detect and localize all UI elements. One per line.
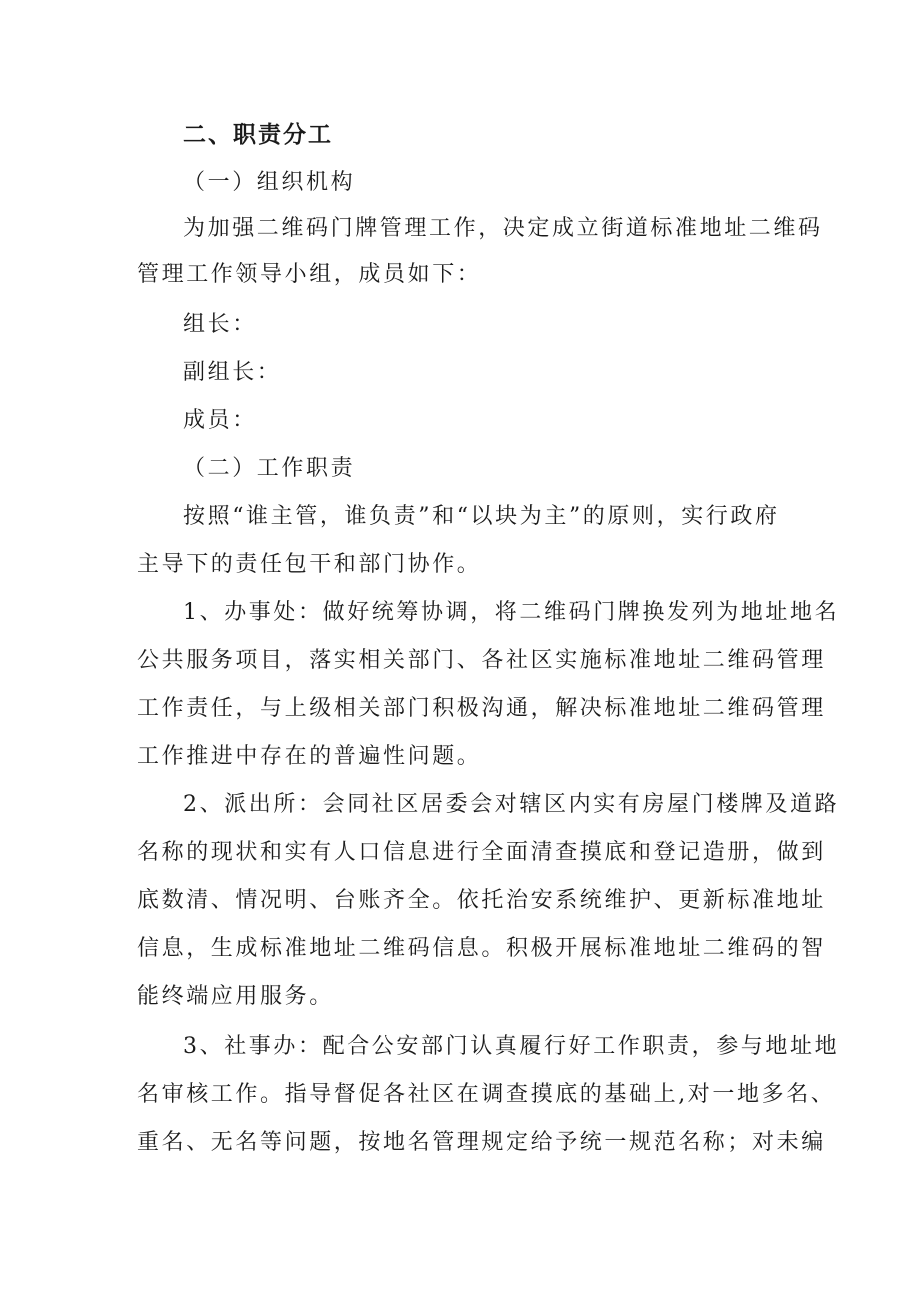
member-deputy-label: 副组长： bbox=[183, 360, 282, 385]
section-title: 二、职责分工 bbox=[183, 122, 333, 148]
paragraph-line: 2、派出所：会同社区居委会对辖区内实有房屋门楼牌及道路 bbox=[183, 792, 840, 817]
paragraph-line: 公共服务项目，落实相关部门、各社区实施标准地址二维码管理 bbox=[137, 648, 826, 673]
paragraph-line: 工作推进中存在的普遍性问题。 bbox=[137, 744, 482, 769]
paragraph-line: 3、社事办：配合公安部门认真履行好工作职责，参与地址地 bbox=[183, 1034, 840, 1059]
paragraph-line: 信息，生成标准地址二维码信息。积极开展标准地址二维码的智 bbox=[137, 936, 826, 961]
member-leader-label: 组长： bbox=[183, 312, 257, 337]
paragraph-line: 名称的现状和实有人口信息进行全面清查摸底和登记造册，做到 bbox=[137, 840, 826, 865]
paragraph-line: 主导下的责任包干和部门协作。 bbox=[137, 552, 482, 577]
paragraph-line: 重名、无名等问题，按地名管理规定给予统一规范名称；对未编 bbox=[137, 1130, 826, 1155]
paragraph-line: 为加强二维码门牌管理工作，决定成立街道标准地址二维码 bbox=[183, 216, 823, 241]
member-member-label: 成员： bbox=[183, 408, 257, 433]
paragraph-line: 能终端应用服务。 bbox=[137, 984, 334, 1009]
paragraph-line: 1、办事处：做好统筹协调，将二维码门牌换发列为地址地名 bbox=[183, 600, 840, 625]
paragraph-line: 工作责任，与上级相关部门积极沟通，解决标准地址二维码管理 bbox=[137, 696, 826, 721]
paragraph-line: 名审核工作。指导督促各社区在调查摸底的基础上,对一地多名、 bbox=[137, 1082, 836, 1107]
paragraph-line: 按照“谁主管，谁负责”和“以块为主”的原则，实行政府 bbox=[183, 504, 780, 529]
paragraph-line: 底数清、情况明、台账齐全。依托治安系统维护、更新标准地址 bbox=[137, 888, 826, 913]
subsection-title-duties: （二）工作职责 bbox=[183, 456, 356, 481]
subsection-title-organization: （一）组织机构 bbox=[183, 170, 356, 195]
paragraph-line: 管理工作领导小组，成员如下： bbox=[137, 262, 482, 287]
